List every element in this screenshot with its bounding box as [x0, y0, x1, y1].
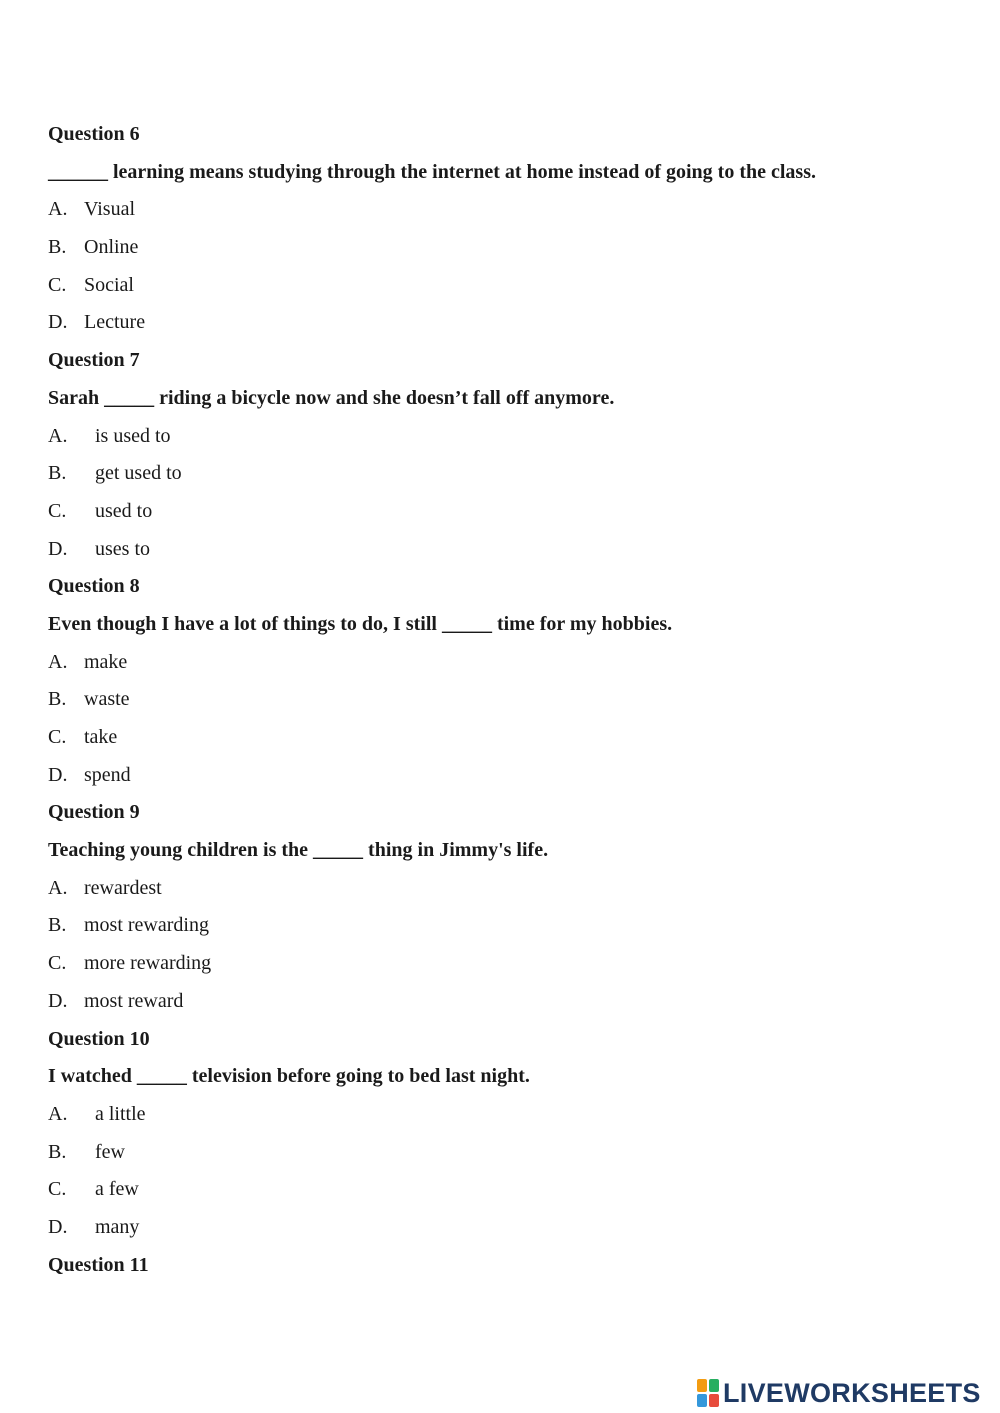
- answer-option[interactable]: [48, 983, 968, 1021]
- answer-option[interactable]: [48, 229, 968, 267]
- question-title: Question 8: [48, 575, 140, 598]
- option-letter: C.: [48, 1178, 67, 1201]
- option-letter: B.: [48, 914, 67, 937]
- answer-option[interactable]: [48, 304, 968, 342]
- option-letter: A.: [48, 650, 68, 673]
- option-letter: A.: [48, 424, 68, 447]
- answer-option[interactable]: [48, 1134, 968, 1172]
- answer-option[interactable]: [48, 644, 968, 682]
- question-block: [48, 342, 968, 568]
- option-letter: B.: [48, 462, 67, 485]
- option-text: Online: [84, 236, 139, 259]
- question-block: [48, 568, 968, 794]
- question-title: Question 11: [48, 1253, 149, 1276]
- option-text: most rewarding: [84, 914, 209, 937]
- option-text: Visual: [84, 198, 136, 221]
- option-letter: D.: [48, 1215, 68, 1238]
- option-letter: D.: [48, 311, 68, 334]
- option-letter: C.: [48, 273, 67, 296]
- logo-square-icon: [709, 1394, 719, 1407]
- question-block: [48, 1021, 968, 1247]
- option-letter: D.: [48, 763, 68, 786]
- answer-option[interactable]: [48, 493, 968, 531]
- question-title: Question 7: [48, 349, 140, 372]
- option-text: Social: [84, 273, 134, 296]
- option-letter: D.: [48, 989, 68, 1012]
- option-text: many: [95, 1215, 140, 1238]
- option-text: uses to: [95, 537, 150, 560]
- option-text: a little: [95, 1102, 146, 1125]
- answer-option[interactable]: [48, 757, 968, 795]
- answer-option[interactable]: [48, 1096, 968, 1134]
- option-text: is used to: [95, 424, 171, 447]
- answer-option[interactable]: [48, 455, 968, 493]
- question-title: Question 9: [48, 801, 140, 824]
- option-text: more rewarding: [84, 952, 212, 975]
- answer-option[interactable]: [48, 418, 968, 456]
- option-text: make: [84, 650, 128, 673]
- logo-mark-icon: [697, 1379, 719, 1407]
- option-letter: B.: [48, 688, 67, 711]
- option-text: get used to: [95, 462, 182, 485]
- answer-option[interactable]: [48, 191, 968, 229]
- logo-square-icon: [697, 1379, 707, 1392]
- question-title: Question 10: [48, 1027, 150, 1050]
- answer-option[interactable]: [48, 945, 968, 983]
- option-text: used to: [95, 499, 153, 522]
- answer-option[interactable]: [48, 870, 968, 908]
- option-letter: A.: [48, 1102, 68, 1125]
- option-text: waste: [84, 688, 130, 711]
- logo-square-icon: [709, 1379, 719, 1392]
- answer-option[interactable]: [48, 531, 968, 569]
- option-letter: A.: [48, 876, 68, 899]
- question-text: I watched _____ television before going to bed last night.: [48, 1065, 530, 1088]
- option-text: spend: [84, 763, 131, 786]
- option-letter: C.: [48, 952, 67, 975]
- option-text: most reward: [84, 989, 184, 1012]
- question-title: Question 6: [48, 123, 140, 145]
- question-block: [48, 116, 968, 342]
- option-letter: C.: [48, 726, 67, 748]
- option-letter: A.: [48, 198, 68, 221]
- question-text: ______ learning means studying through the internet at home instead of going to the class.: [48, 160, 816, 183]
- liveworksheets-logo: [697, 1377, 981, 1409]
- answer-option[interactable]: [48, 1171, 968, 1209]
- option-letter: B.: [48, 236, 67, 259]
- answer-option[interactable]: [48, 1209, 968, 1247]
- option-letter: B.: [48, 1140, 67, 1163]
- option-letter: D.: [48, 537, 68, 560]
- option-letter: C.: [48, 499, 67, 522]
- option-text: take: [84, 726, 118, 748]
- question-text: Teaching young children is the _____ thing in Jimmy's life.: [48, 839, 549, 862]
- question-block: [48, 794, 968, 1020]
- logo-text: LIVEWORKSHEETS: [723, 1377, 981, 1408]
- question-text: Even though I have a lot of things to do, I still _____ time for my hobbies.: [48, 612, 673, 635]
- option-text: Lecture: [84, 311, 146, 334]
- answer-option[interactable]: [48, 267, 968, 305]
- option-text: few: [95, 1140, 125, 1163]
- answer-option[interactable]: [48, 719, 968, 757]
- question-text: Sarah _____ riding a bicycle now and she doesn’t fall off anymore.: [48, 386, 615, 409]
- answer-option[interactable]: [48, 907, 968, 945]
- answer-option[interactable]: [48, 681, 968, 719]
- logo-square-icon: [697, 1394, 707, 1407]
- option-text: rewardest: [84, 876, 162, 899]
- worksheet-page: [48, 116, 968, 1284]
- option-text: a few: [95, 1178, 139, 1201]
